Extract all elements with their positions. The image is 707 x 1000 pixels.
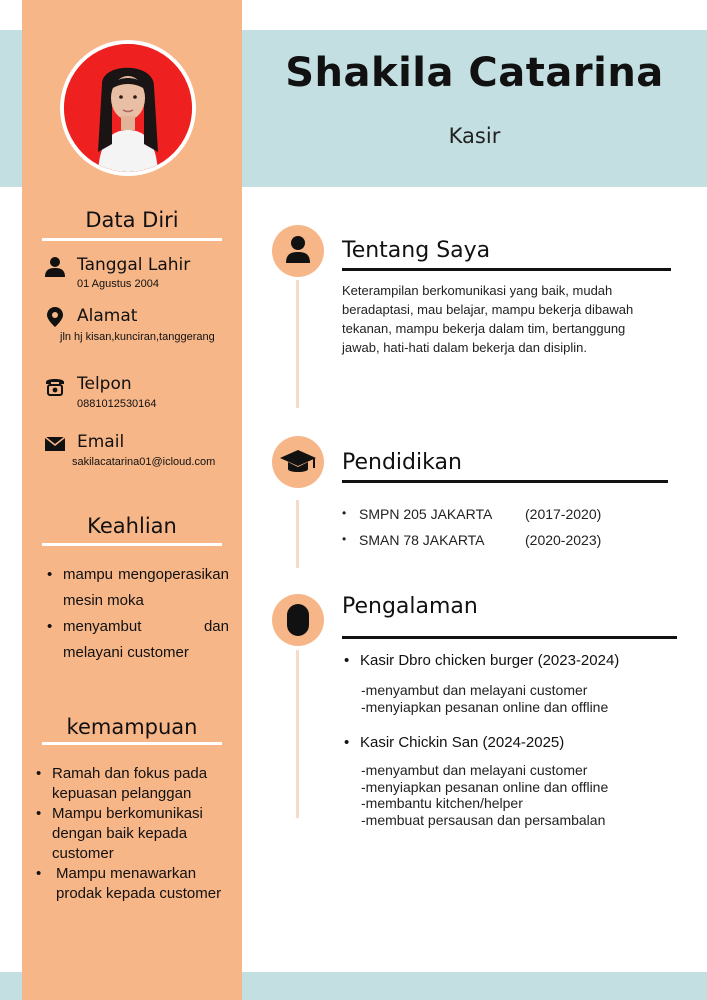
data-diri-divider — [42, 238, 222, 241]
kemampuan-divider — [42, 742, 222, 745]
job-tasks: -menyambut dan melayani customer -menyiapkan pesanan online dan offline -membantu kitchen/helper -membuat persausan dan persambalan — [361, 762, 609, 828]
list-item: • menyambut dan melayani customer — [45, 614, 229, 666]
birth-date-label: Tanggal Lahir — [77, 255, 191, 275]
education-heading: Pendidikan — [342, 450, 462, 475]
job-tasks: -menyambut dan melayani customer -menyiapkan pesanan online dan offline — [361, 682, 609, 715]
list-item: • Ramah dan fokus pada kepuasan pelanggan — [34, 764, 230, 804]
graduation-cap-icon — [272, 436, 324, 488]
abilities-list — [34, 764, 230, 904]
timeline-line — [296, 280, 299, 408]
school-years: (2017-2020) — [525, 506, 602, 522]
education-divider — [342, 480, 668, 483]
email-label: Email — [77, 432, 125, 452]
about-text: Keterampilan berkomunikasi yang baik, mudah beradaptasi, mau belajar, mampu bekerja dibawah tekanan, mampu bekerja dalam tim, bertanggung jawab, hati-hati dalam bekerja dan disiplin. — [342, 283, 634, 355]
school-name: SMAN 78 JAKARTA — [359, 532, 485, 548]
kemampuan-heading: kemampuan — [66, 715, 198, 739]
phone-value: 0881012530164 — [77, 398, 157, 410]
timeline-line — [296, 500, 299, 568]
skills-list — [45, 562, 229, 666]
keahlian-heading: Keahlian — [87, 514, 177, 538]
person-icon — [44, 256, 66, 278]
keahlian-divider — [42, 543, 222, 546]
profile-photo — [60, 40, 196, 176]
job-title: • Kasir Chickin San (2024-2025) — [344, 734, 565, 751]
about-divider — [342, 268, 671, 271]
person-name: Shakila Catarina — [285, 50, 664, 96]
person-icon — [272, 225, 324, 277]
address-value: jln hj kisan,kunciran,tanggerang — [60, 331, 215, 343]
email-value: sakilacatarina01@icloud.com — [72, 456, 216, 468]
data-diri-heading: Data Diri — [85, 208, 179, 232]
school-years: (2020-2023) — [525, 532, 602, 548]
experience-divider — [342, 636, 677, 639]
timeline-line — [296, 650, 299, 818]
experience-heading: Pengalaman — [342, 594, 478, 619]
briefcase-icon — [272, 594, 324, 646]
list-item: • Mampu menawarkan prodak kepada customer — [34, 864, 230, 904]
job-role: Kasir — [448, 124, 501, 148]
list-item: • Mampu berkomunikasi dengan baik kepada customer — [34, 804, 230, 864]
about-heading: Tentang Saya — [342, 238, 491, 263]
list-item: • mampu mengoperasikan mesin moka — [45, 562, 229, 614]
envelope-icon — [44, 433, 66, 455]
phone-label: Telpon — [77, 374, 132, 394]
school-name: SMPN 205 JAKARTA — [359, 506, 493, 522]
birth-date-value: 01 Agustus 2004 — [77, 278, 159, 290]
location-pin-icon — [44, 306, 66, 328]
telephone-icon — [44, 375, 66, 397]
job-title: • Kasir Dbro chicken burger (2023-2024) — [344, 652, 620, 669]
address-label: Alamat — [77, 306, 138, 326]
